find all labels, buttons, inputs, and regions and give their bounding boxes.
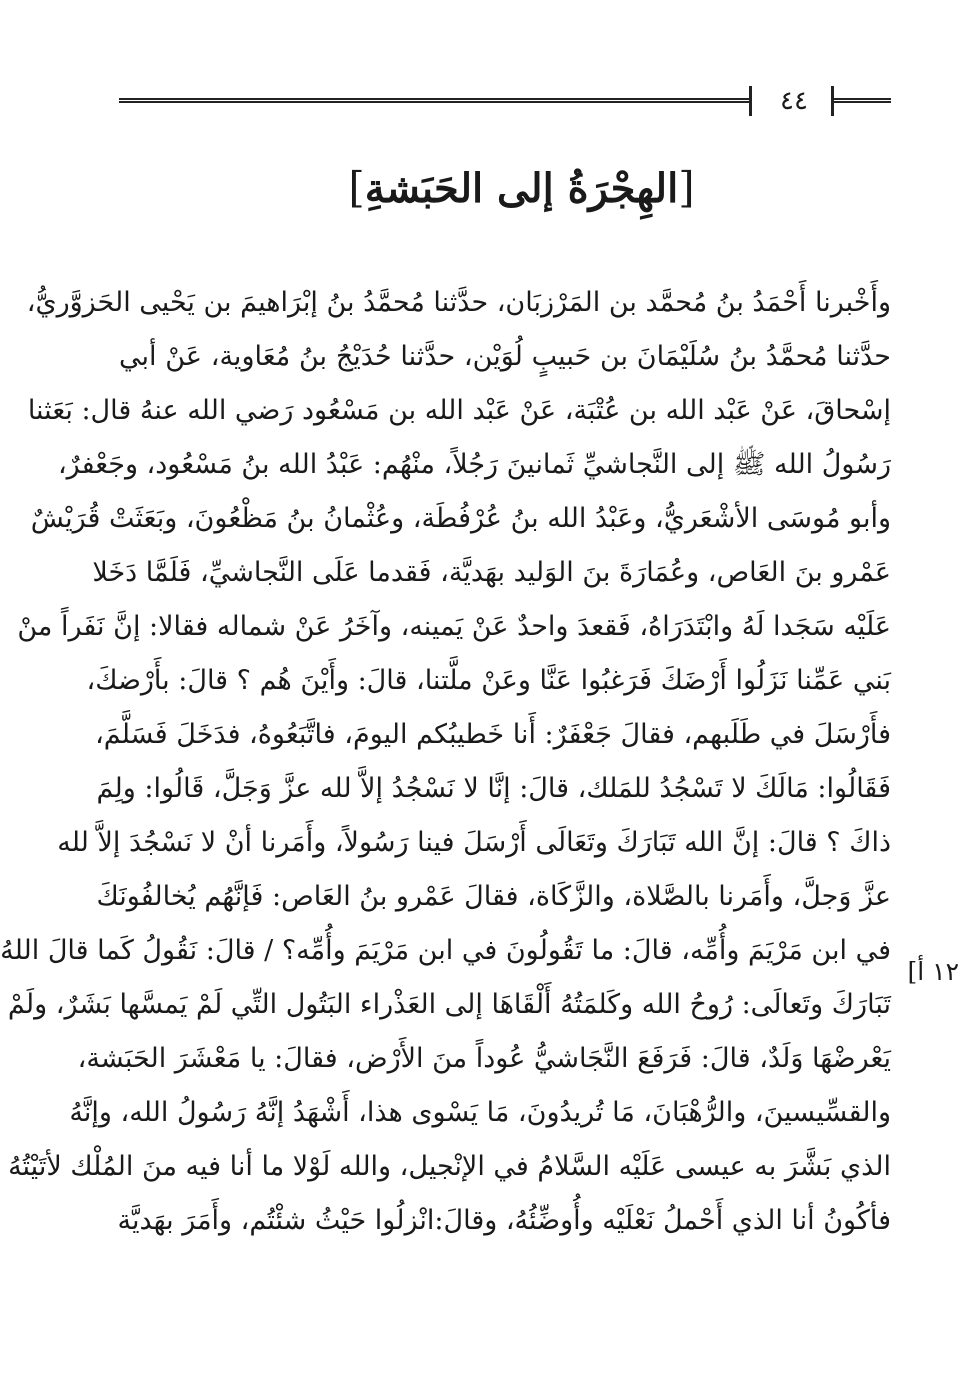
header-rule-left <box>119 98 751 103</box>
manuscript-folio-note: ١٢ أ] <box>907 957 959 986</box>
text-line: عَلَيْه سَجَدا لَهُ وابْتَدَرَاهُ، فَقعدَ واحدٌ عَنْ يَمينه، وآخَرُ عَنْ شماله فقالا: إنَّ نَفَراً منْ <box>17 611 891 642</box>
text-line: إسْحاقَ، عَنْ عَبْد الله بن عُتْبَة، عَنْ عَبْد الله بن مَسْعُود رَضي الله عنهُ قال: بَعَثنا <box>27 395 891 426</box>
body-text <box>0 276 891 1248</box>
text-line: الذي بَشَّرَ به عيسى عَلَيْه السَّلامُ في الإنْجيل، والله لَوْلا ما أنا فيه منَ المُلْك لأتَيْتُهُ <box>8 1151 891 1182</box>
text-line: والقسِّيسينَ، والرُّهْبَانَ، مَا تُريدُونَ، مَا يَسْوى هذا، أَشْهَدُ إنَّهُ رَسُولُ الله، وإنَّهُ <box>69 1097 891 1128</box>
page-number: ٤٤ <box>780 86 808 116</box>
page-header <box>119 86 891 122</box>
text-line: وأَخْبرنا أَحْمَدُ بنُ مُحمَّد بن المَرْزبَان، حدَّثنا مُحمَّدُ بنُ إبْرَاهيمَ بن يَحْيى الحَزوَّريُّ، <box>26 287 891 318</box>
text-line: رَسُولُ الله ﷺ إلى النَّجاشيِّ ثَمانينَ رَجُلاً، منْهُم: عَبْدُ الله بنُ مَسْعُود، وجَعْفرٌ، <box>57 449 891 480</box>
text-line: عزَّ وَجلَّ، وأَمَرنا بالصَّلاة، والزَّكَاة، فقالَ عَمْرو بنُ العَاص: فَإنَّهُم يُخالفُونَكَ <box>96 881 891 912</box>
text-line: وأبو مُوسَى الأشْعَريُّ، وعَبْدُ الله بنُ عُرْفُطَة، وعُثْمانُ بنُ مَظْعُونَ، وبَعَثَتْ قُرَيْشٌ <box>30 503 891 534</box>
text-line: فأَرْسَلَ في طَلَبهم، فقالَ جَعْفَرٌ: أَنا خَطيبُكم اليومَ، فاتَّبَعُوهُ، فدَخَلَ فَسَلَّمَ، <box>95 719 891 750</box>
header-rule-right <box>831 98 891 103</box>
text-line: فَقَالُوا: مَالَكَ لا تَسْجُدُ للمَلك، قالَ: إنَّا لا نَسْجُدُ إلاَّ لله عزَّ وَجَلَّ، قَالُوا: ولِمَ <box>96 773 891 804</box>
title-close-bracket: ] <box>348 163 365 212</box>
text-line: حدَّثنا مُحمَّدُ بنُ سُلَيْمَانَ بن حَبيبٍ لُوَيْن، حدَّثنا حُدَيْجُ بنُ مُعَاوية، عَنْ أبي <box>119 341 891 372</box>
text-line: في ابن مَرْيَمَ وأُمِّه، قالَ: ما تَقُولُونَ في ابن مَرْيَمَ وأُمِّه؟ / قالَ: نَقُولُ كَما قالَ اللهُ <box>0 935 891 966</box>
title-text: الهِجْرَةُ إلى الحَبَشةِ <box>364 165 679 212</box>
chapter-title <box>79 158 964 219</box>
text-line: عَمْرو بنَ العَاص، وعُمَارَةَ بنَ الوَليد بهَديَّة، فَقدما عَلَى النَّجاشيِّ، فَلَمَّا دَخَلا <box>92 557 891 588</box>
text-line: تَبَارَكَ وتَعالَى: رُوحُ الله وكَلمَتُهُ أَلْقَاهَا إلى العَذْراء البَتُول التِّي لَمْ يَمسَّها بَشَرٌ، ولَمْ <box>7 989 891 1020</box>
text-line: ذاكَ ؟ قالَ: إنَّ الله تَبَارَكَ وتَعَالَى أَرْسَلَ فينا رَسُولاً، وأَمَرنا أنْ لا نَسْجُدَ إلاَّ لله <box>57 827 891 858</box>
text-line: يَعْرضْهَا وَلَدٌ، قالَ: فَرَفَعَ النَّجَاشيُّ عُوداً منَ الأَرْض، فقالَ: يا مَعْشَرَ الحَبَشة، <box>77 1043 891 1074</box>
title-open-bracket: [ <box>678 163 695 212</box>
header-rule-left-cap <box>749 86 752 116</box>
text-line: بَني عَمِّنا نَزَلُوا أَرْضَكَ فَرَغبُوا عَنَّا وعَنْ ملَّتنا، قالَ: وأَيْنَ هُم ؟ قالَ: بأَرْضكَ، <box>86 665 891 696</box>
text-line: فأكُونُ أنا الذي أَحْملُ نَعْلَيْه وأُوضِّئُهُ، وقالَ:انْزلُوا حَيْثُ شئْتُم، وأَمَرَ بهَديَّة <box>117 1205 891 1236</box>
